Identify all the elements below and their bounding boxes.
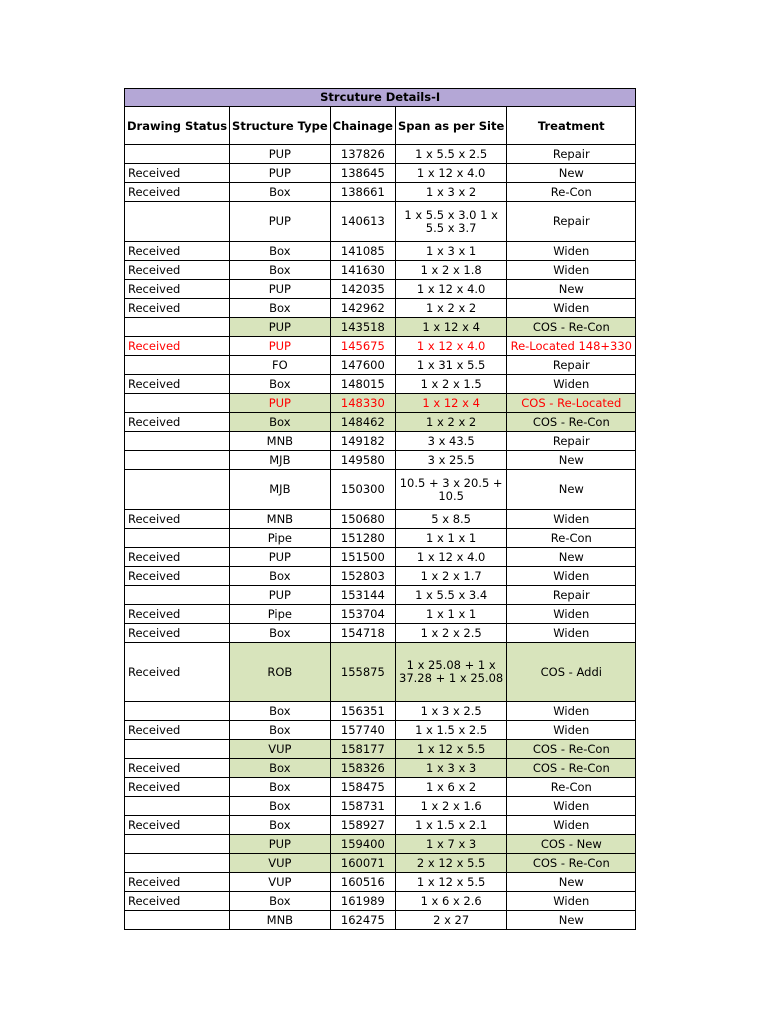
chainage-cell: 158927 bbox=[330, 816, 395, 835]
treatment-cell: Widen bbox=[507, 567, 636, 586]
chainage-cell: 162475 bbox=[330, 911, 395, 930]
structure-type-cell: VUP bbox=[230, 854, 331, 873]
chainage-cell: 138645 bbox=[330, 164, 395, 183]
treatment-cell: Widen bbox=[507, 242, 636, 261]
span-cell: 3 x 25.5 bbox=[395, 451, 506, 470]
chainage-cell: 140613 bbox=[330, 202, 395, 242]
structure-type-cell: Pipe bbox=[230, 529, 331, 548]
structure-type-cell: Box bbox=[230, 797, 331, 816]
chainage-cell: 152803 bbox=[330, 567, 395, 586]
drawing-status-cell bbox=[125, 702, 230, 721]
span-cell: 2 x 12 x 5.5 bbox=[395, 854, 506, 873]
treatment-cell: Widen bbox=[507, 299, 636, 318]
span-cell: 1 x 12 x 4.0 bbox=[395, 164, 506, 183]
table-row bbox=[125, 721, 636, 740]
table-row bbox=[125, 702, 636, 721]
drawing-status-cell bbox=[125, 835, 230, 854]
drawing-status-cell bbox=[125, 145, 230, 164]
drawing-status-cell: Received bbox=[125, 261, 230, 280]
treatment-cell: New bbox=[507, 873, 636, 892]
table-row bbox=[125, 586, 636, 605]
table-row bbox=[125, 835, 636, 854]
drawing-status-cell: Received bbox=[125, 337, 230, 356]
drawing-status-cell: Received bbox=[125, 721, 230, 740]
span-cell: 1 x 12 x 4.0 bbox=[395, 337, 506, 356]
structure-type-cell: PUP bbox=[230, 202, 331, 242]
table-row bbox=[125, 394, 636, 413]
drawing-status-cell: Received bbox=[125, 778, 230, 797]
structure-type-cell: Box bbox=[230, 778, 331, 797]
drawing-status-cell: Received bbox=[125, 280, 230, 299]
chainage-cell: 158731 bbox=[330, 797, 395, 816]
structure-type-cell: Box bbox=[230, 261, 331, 280]
treatment-cell: Repair bbox=[507, 145, 636, 164]
structure-type-cell: ROB bbox=[230, 643, 331, 702]
drawing-status-cell bbox=[125, 854, 230, 873]
drawing-status-cell: Received bbox=[125, 892, 230, 911]
treatment-cell: Repair bbox=[507, 356, 636, 375]
treatment-cell: Widen bbox=[507, 892, 636, 911]
span-cell: 1 x 31 x 5.5 bbox=[395, 356, 506, 375]
span-cell: 1 x 12 x 4 bbox=[395, 318, 506, 337]
chainage-cell: 137826 bbox=[330, 145, 395, 164]
treatment-cell: COS - Re-Con bbox=[507, 854, 636, 873]
structure-type-cell: PUP bbox=[230, 164, 331, 183]
structure-type-cell: Box bbox=[230, 413, 331, 432]
treatment-cell: Widen bbox=[507, 702, 636, 721]
drawing-status-cell: Received bbox=[125, 873, 230, 892]
chainage-cell: 141630 bbox=[330, 261, 395, 280]
structure-details-table bbox=[124, 88, 636, 930]
span-cell: 1 x 7 x 3 bbox=[395, 835, 506, 854]
chainage-cell: 158475 bbox=[330, 778, 395, 797]
table-title: Strcuture Details-I bbox=[125, 89, 636, 107]
treatment-cell: Widen bbox=[507, 510, 636, 529]
span-cell: 1 x 6 x 2 bbox=[395, 778, 506, 797]
span-cell: 1 x 2 x 1.7 bbox=[395, 567, 506, 586]
span-cell: 1 x 1 x 1 bbox=[395, 529, 506, 548]
header-chainage: Chainage bbox=[330, 107, 395, 145]
treatment-cell: New bbox=[507, 280, 636, 299]
table-body bbox=[125, 145, 636, 930]
drawing-status-cell: Received bbox=[125, 375, 230, 394]
table-row bbox=[125, 854, 636, 873]
span-cell: 1 x 3 x 3 bbox=[395, 759, 506, 778]
table-row bbox=[125, 183, 636, 202]
treatment-cell: Repair bbox=[507, 586, 636, 605]
drawing-status-cell bbox=[125, 394, 230, 413]
chainage-cell: 149182 bbox=[330, 432, 395, 451]
table-row bbox=[125, 567, 636, 586]
chainage-cell: 149580 bbox=[330, 451, 395, 470]
span-cell: 1 x 2 x 1.8 bbox=[395, 261, 506, 280]
span-cell: 1 x 3 x 2.5 bbox=[395, 702, 506, 721]
treatment-cell: Widen bbox=[507, 816, 636, 835]
span-cell: 2 x 27 bbox=[395, 911, 506, 930]
structure-type-cell: Box bbox=[230, 183, 331, 202]
structure-type-cell: PUP bbox=[230, 280, 331, 299]
treatment-cell: New bbox=[507, 548, 636, 567]
chainage-cell: 148462 bbox=[330, 413, 395, 432]
chainage-cell: 151500 bbox=[330, 548, 395, 567]
header-treatment: Treatment bbox=[507, 107, 636, 145]
treatment-cell: COS - Re-Located bbox=[507, 394, 636, 413]
treatment-cell: Repair bbox=[507, 202, 636, 242]
structure-type-cell: PUP bbox=[230, 548, 331, 567]
chainage-cell: 160071 bbox=[330, 854, 395, 873]
drawing-status-cell bbox=[125, 356, 230, 375]
chainage-cell: 142962 bbox=[330, 299, 395, 318]
drawing-status-cell bbox=[125, 740, 230, 759]
structure-type-cell: VUP bbox=[230, 740, 331, 759]
span-cell: 1 x 1.5 x 2.1 bbox=[395, 816, 506, 835]
chainage-cell: 151280 bbox=[330, 529, 395, 548]
table-row bbox=[125, 242, 636, 261]
chainage-cell: 145675 bbox=[330, 337, 395, 356]
structure-type-cell: Box bbox=[230, 375, 331, 394]
table-row bbox=[125, 145, 636, 164]
table-row bbox=[125, 261, 636, 280]
treatment-cell: Widen bbox=[507, 797, 636, 816]
treatment-cell: COS - Re-Con bbox=[507, 759, 636, 778]
chainage-cell: 150300 bbox=[330, 470, 395, 510]
treatment-cell: Re-Con bbox=[507, 778, 636, 797]
span-cell: 1 x 1 x 1 bbox=[395, 605, 506, 624]
chainage-cell: 158326 bbox=[330, 759, 395, 778]
table-row bbox=[125, 356, 636, 375]
table-row bbox=[125, 375, 636, 394]
chainage-cell: 159400 bbox=[330, 835, 395, 854]
structure-type-cell: Box bbox=[230, 299, 331, 318]
treatment-cell: Widen bbox=[507, 261, 636, 280]
table-row bbox=[125, 202, 636, 242]
chainage-cell: 150680 bbox=[330, 510, 395, 529]
structure-type-cell: PUP bbox=[230, 394, 331, 413]
chainage-cell: 155875 bbox=[330, 643, 395, 702]
chainage-cell: 160516 bbox=[330, 873, 395, 892]
span-cell: 1 x 25.08 + 1 x 37.28 + 1 x 25.08 bbox=[395, 643, 506, 702]
structure-type-cell: MJB bbox=[230, 451, 331, 470]
structure-type-cell: FO bbox=[230, 356, 331, 375]
treatment-cell: COS - New bbox=[507, 835, 636, 854]
chainage-cell: 158177 bbox=[330, 740, 395, 759]
table-row bbox=[125, 816, 636, 835]
structure-type-cell: PUP bbox=[230, 145, 331, 164]
drawing-status-cell: Received bbox=[125, 643, 230, 702]
drawing-status-cell: Received bbox=[125, 242, 230, 261]
chainage-cell: 154718 bbox=[330, 624, 395, 643]
structure-type-cell: PUP bbox=[230, 337, 331, 356]
table-row bbox=[125, 548, 636, 567]
drawing-status-cell: Received bbox=[125, 759, 230, 778]
table-row bbox=[125, 797, 636, 816]
drawing-status-cell bbox=[125, 529, 230, 548]
span-cell: 1 x 12 x 5.5 bbox=[395, 740, 506, 759]
chainage-cell: 148330 bbox=[330, 394, 395, 413]
chainage-cell: 161989 bbox=[330, 892, 395, 911]
drawing-status-cell: Received bbox=[125, 816, 230, 835]
chainage-cell: 157740 bbox=[330, 721, 395, 740]
chainage-cell: 147600 bbox=[330, 356, 395, 375]
table-row bbox=[125, 624, 636, 643]
structure-type-cell: Box bbox=[230, 759, 331, 778]
structure-type-cell: MJB bbox=[230, 470, 331, 510]
table-row bbox=[125, 873, 636, 892]
treatment-cell: COS - Re-Con bbox=[507, 740, 636, 759]
span-cell: 1 x 12 x 4.0 bbox=[395, 280, 506, 299]
treatment-cell: Re-Located 148+330 bbox=[507, 337, 636, 356]
structure-type-cell: Box bbox=[230, 242, 331, 261]
span-cell: 1 x 2 x 2 bbox=[395, 299, 506, 318]
chainage-cell: 156351 bbox=[330, 702, 395, 721]
drawing-status-cell: Received bbox=[125, 567, 230, 586]
header-structure-type: Structure Type bbox=[230, 107, 331, 145]
chainage-cell: 153704 bbox=[330, 605, 395, 624]
treatment-cell: Widen bbox=[507, 721, 636, 740]
treatment-cell: Widen bbox=[507, 375, 636, 394]
table-row bbox=[125, 892, 636, 911]
span-cell: 1 x 2 x 1.5 bbox=[395, 375, 506, 394]
drawing-status-cell bbox=[125, 451, 230, 470]
span-cell: 1 x 2 x 2.5 bbox=[395, 624, 506, 643]
chainage-cell: 143518 bbox=[330, 318, 395, 337]
span-cell: 1 x 12 x 4 bbox=[395, 394, 506, 413]
treatment-cell: New bbox=[507, 470, 636, 510]
table-row bbox=[125, 605, 636, 624]
table-row bbox=[125, 911, 636, 930]
table-row bbox=[125, 778, 636, 797]
drawing-status-cell: Received bbox=[125, 548, 230, 567]
span-cell: 10.5 + 3 x 20.5 + 10.5 bbox=[395, 470, 506, 510]
chainage-cell: 153144 bbox=[330, 586, 395, 605]
treatment-cell: Widen bbox=[507, 624, 636, 643]
structure-type-cell: Box bbox=[230, 624, 331, 643]
span-cell: 1 x 12 x 4.0 bbox=[395, 548, 506, 567]
treatment-cell: COS - Re-Con bbox=[507, 318, 636, 337]
structure-type-cell: PUP bbox=[230, 835, 331, 854]
table-row bbox=[125, 529, 636, 548]
table-row bbox=[125, 510, 636, 529]
table-row bbox=[125, 337, 636, 356]
structure-type-cell: Box bbox=[230, 816, 331, 835]
structure-type-cell: Box bbox=[230, 892, 331, 911]
structure-type-cell: Box bbox=[230, 702, 331, 721]
span-cell: 1 x 5.5 x 3.4 bbox=[395, 586, 506, 605]
drawing-status-cell bbox=[125, 586, 230, 605]
drawing-status-cell: Received bbox=[125, 510, 230, 529]
table-row bbox=[125, 318, 636, 337]
table-row bbox=[125, 470, 636, 510]
table-row bbox=[125, 299, 636, 318]
table-row bbox=[125, 643, 636, 702]
table-row bbox=[125, 413, 636, 432]
drawing-status-cell: Received bbox=[125, 624, 230, 643]
treatment-cell: COS - Addi bbox=[507, 643, 636, 702]
span-cell: 1 x 1.5 x 2.5 bbox=[395, 721, 506, 740]
structure-type-cell: MNB bbox=[230, 510, 331, 529]
structure-type-cell: Box bbox=[230, 567, 331, 586]
span-cell: 1 x 2 x 2 bbox=[395, 413, 506, 432]
header-span: Span as per Site bbox=[395, 107, 506, 145]
drawing-status-cell bbox=[125, 470, 230, 510]
drawing-status-cell bbox=[125, 202, 230, 242]
span-cell: 1 x 2 x 1.6 bbox=[395, 797, 506, 816]
drawing-status-cell: Received bbox=[125, 413, 230, 432]
treatment-cell: New bbox=[507, 451, 636, 470]
structure-type-cell: VUP bbox=[230, 873, 331, 892]
span-cell: 5 x 8.5 bbox=[395, 510, 506, 529]
treatment-cell: New bbox=[507, 911, 636, 930]
table-title-row bbox=[125, 89, 636, 107]
structure-type-cell: Pipe bbox=[230, 605, 331, 624]
drawing-status-cell bbox=[125, 318, 230, 337]
table-row bbox=[125, 740, 636, 759]
drawing-status-cell: Received bbox=[125, 183, 230, 202]
span-cell: 1 x 12 x 5.5 bbox=[395, 873, 506, 892]
structure-type-cell: MNB bbox=[230, 911, 331, 930]
treatment-cell: COS - Re-Con bbox=[507, 413, 636, 432]
table-row bbox=[125, 164, 636, 183]
span-cell: 3 x 43.5 bbox=[395, 432, 506, 451]
structure-type-cell: MNB bbox=[230, 432, 331, 451]
drawing-status-cell: Received bbox=[125, 299, 230, 318]
structure-type-cell: PUP bbox=[230, 318, 331, 337]
span-cell: 1 x 5.5 x 3.0 1 x 5.5 x 3.7 bbox=[395, 202, 506, 242]
drawing-status-cell: Received bbox=[125, 605, 230, 624]
span-cell: 1 x 5.5 x 2.5 bbox=[395, 145, 506, 164]
drawing-status-cell bbox=[125, 432, 230, 451]
chainage-cell: 141085 bbox=[330, 242, 395, 261]
treatment-cell: Widen bbox=[507, 605, 636, 624]
chainage-cell: 142035 bbox=[330, 280, 395, 299]
structure-type-cell: PUP bbox=[230, 586, 331, 605]
span-cell: 1 x 6 x 2.6 bbox=[395, 892, 506, 911]
treatment-cell: New bbox=[507, 164, 636, 183]
span-cell: 1 x 3 x 1 bbox=[395, 242, 506, 261]
table-row bbox=[125, 280, 636, 299]
treatment-cell: Repair bbox=[507, 432, 636, 451]
drawing-status-cell bbox=[125, 911, 230, 930]
treatment-cell: Re-Con bbox=[507, 183, 636, 202]
structure-type-cell: Box bbox=[230, 721, 331, 740]
treatment-cell: Re-Con bbox=[507, 529, 636, 548]
table-row bbox=[125, 432, 636, 451]
drawing-status-cell: Received bbox=[125, 164, 230, 183]
span-cell: 1 x 3 x 2 bbox=[395, 183, 506, 202]
table-header-row bbox=[125, 107, 636, 145]
header-drawing-status: Drawing Status bbox=[125, 107, 230, 145]
table-row bbox=[125, 451, 636, 470]
chainage-cell: 148015 bbox=[330, 375, 395, 394]
table-row bbox=[125, 759, 636, 778]
chainage-cell: 138661 bbox=[330, 183, 395, 202]
drawing-status-cell bbox=[125, 797, 230, 816]
